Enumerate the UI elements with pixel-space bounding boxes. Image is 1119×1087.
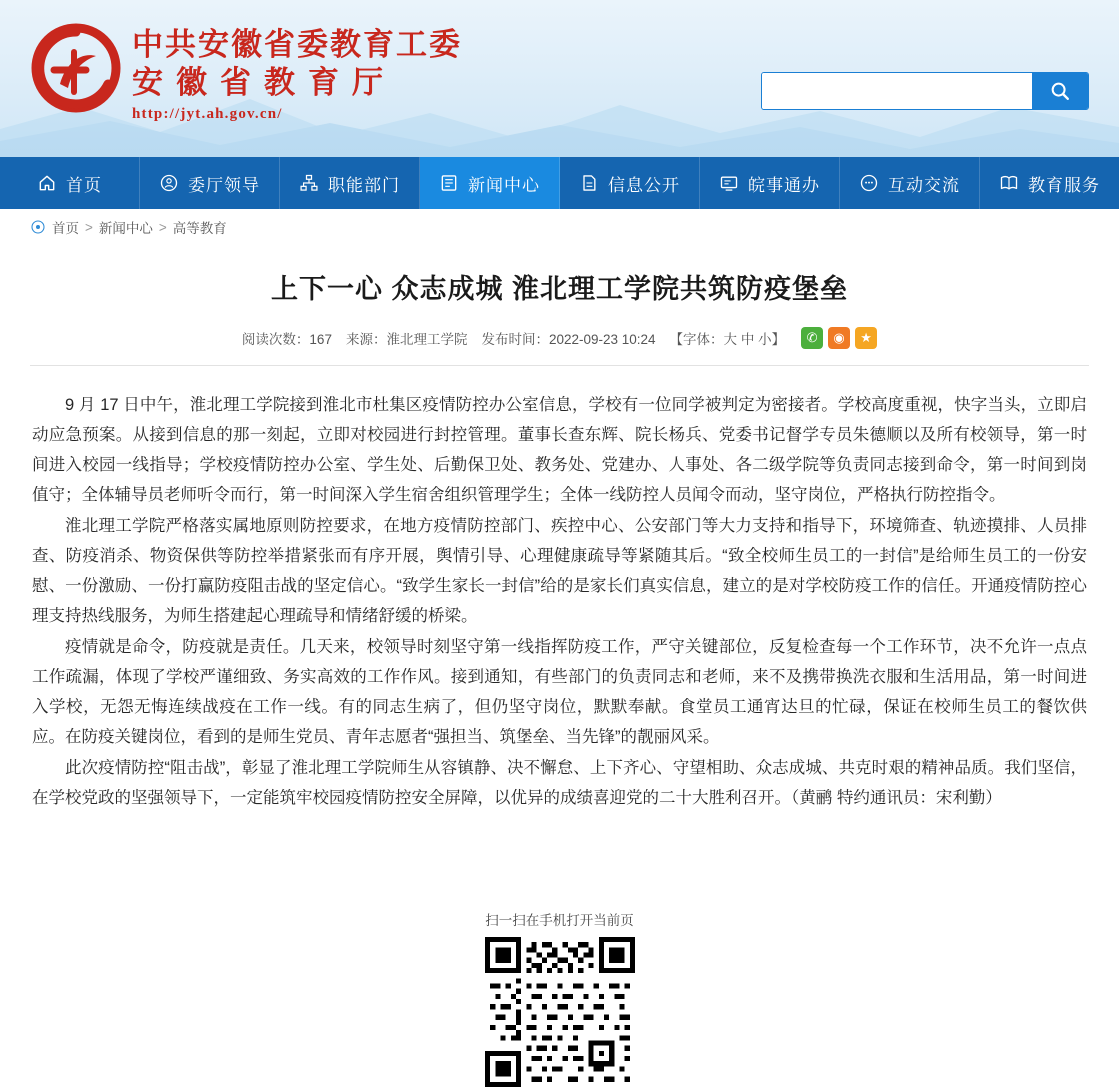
nav-item-home[interactable] [0, 157, 140, 209]
logo-title-line2: 安徽省教育厅 [132, 65, 396, 100]
nav-item-wanshitongban[interactable] [700, 157, 840, 209]
search-button[interactable] [1032, 73, 1088, 109]
font-size-close-bracket: 】 [771, 332, 786, 347]
font-size-large-button[interactable]: 大 [723, 332, 738, 347]
breadcrumb [0, 209, 1119, 245]
share-buttons [801, 327, 877, 349]
article-paragraph: 此次疫情防控“阻击战”，彰显了淮北理工学院师生从容镇静、决不懈怠、上下齐心、守望相助、众志成城、共克时艰的精神品质。我们坚信，在学校党政的坚强领导下，一定能筑牢校园疫情防控安全屏障，以优异的成绩喜迎党的二十大胜利召开。（黄鹂 特约通讯员：宋利勤） [32, 759, 1087, 807]
article-body [30, 366, 1089, 813]
article-paragraph: 淮北理工学院严格落实属地原则防控要求，在地方疫情防控部门、疾控中心、公安部门等大力支持和指导下，环境筛查、轨迹摸排、人员排查、防疫消杀、物资保供等防控举措紧张而有序开展，舆情引导、心理健康疏导等紧随其后。“致全校师生员工的一封信”是给师生员工的一份安慰、一份激励、一份打赢防疫阻击战的坚定信心。“致学生家长一封信”给的是家长们真实信息，建立的是对学校防疫工作的信任。开通疫情防控心理支持热线服务，为师生搭建起心理疏导和情绪舒缓的桥梁。 [32, 517, 1087, 625]
article-paragraph: 9 月 17 日中午，淮北理工学院接到淮北市杜集区疫情防控办公室信息，学校有一位同学被判定为密接者。学校高度重视，快字当头，立即启动应急预案。从接到信息的那一刻起，立即对校园进行封控管理。董事长查东辉、院长杨兵、党委书记督学专员朱德顺以及所有校领导，第一时间进入校园一线指导；学校疫情防控办公室、学生处、后勤保卫处、教务处、党建办、人事处、各二级学院等负责同志接到命令，第一时间到岗值守；全体辅导员老师听令而行，第一时间深入学生宿舍组织管理学生；全体一线防控人员闻令而动，坚守岗位，严格执行防控指令。 [32, 396, 1087, 504]
org-icon [299, 173, 319, 193]
nav-item-label: 信息公开 [608, 175, 680, 195]
qr-caption: 扫一扫在手机打开当前页 [485, 913, 634, 928]
search-icon [1049, 80, 1071, 102]
breadcrumb-item-higher-education[interactable]: 高等教育 [172, 221, 227, 236]
publish-time-value: 2022-09-23 10:24 [548, 332, 656, 347]
home-icon [37, 173, 57, 193]
nav-item-label: 互动交流 [888, 175, 960, 195]
article-source [346, 328, 468, 348]
breadcrumb-item-home[interactable]: 首页 [52, 221, 79, 236]
document-icon [579, 173, 599, 193]
search-input[interactable] [762, 73, 1032, 109]
location-pin-icon [30, 219, 46, 235]
book-icon [999, 173, 1019, 193]
breadcrumb-item-news-center[interactable]: 新闻中心 [98, 221, 153, 236]
nav-item-label: 委厅领导 [188, 175, 260, 195]
view-count [242, 328, 332, 348]
nav-item-label: 首页 [66, 175, 102, 195]
service-window-icon [719, 173, 739, 193]
nav-item-departments[interactable] [280, 157, 420, 209]
publish-time-label: 发布时间： [481, 332, 549, 347]
chat-icon [859, 173, 879, 193]
view-count-value: 167 [309, 332, 332, 347]
nav-item-label: 教育服务 [1028, 175, 1100, 195]
favorite-share-icon[interactable]: ★ [855, 327, 877, 349]
nav-item-information-disclosure[interactable] [560, 157, 700, 209]
font-size-small-button[interactable]: 小 [758, 332, 772, 347]
font-size-control [670, 328, 786, 348]
nav-item-news-center[interactable] [420, 157, 560, 209]
nav-item-label: 皖事通办 [748, 175, 820, 195]
font-size-label: 【字体： [669, 332, 724, 347]
news-icon [439, 173, 459, 193]
nav-item-education-services[interactable] [980, 157, 1119, 209]
ah-education-emblem-icon [30, 22, 122, 114]
nav-item-interaction[interactable] [840, 157, 980, 209]
site-header [0, 0, 1119, 157]
weibo-share-icon[interactable]: ◉ [828, 327, 850, 349]
view-count-label: 阅读次数： [241, 332, 310, 347]
wechat-share-icon[interactable]: ✆ [801, 327, 823, 349]
page-title: 上下一心 众志成城 淮北理工学院共筑防疫堡垒 [270, 274, 848, 304]
nav-item-label: 新闻中心 [468, 175, 540, 195]
qr-code-image [485, 937, 635, 1087]
article-meta [30, 327, 1089, 349]
qr-section [30, 909, 1089, 1087]
article-paragraph: 疫情就是命令，防疫就是责任。几天来，校领导时刻坚守第一线指挥防疫工作，严守关键部位，反复检查每一个工作环节，决不允许一点点工作疏漏，体现了学校严谨细致、务实高效的工作作风。接到通知，有些部门的负责同志和老师，来不及携带换洗衣服和生活用品，第一时间进入学校，无怨无悔连续战疫在工作一线。有的同志生病了，但仍坚守岗位，默默奉献。食堂员工通宵达旦的忙碌，保证在校师生员工的餐饮供应。在防疫关键岗位，看到的是师生党员、青年志愿者“强担当、筑堡垒、当先锋”的靓丽风采。 [32, 638, 1087, 746]
article [0, 269, 1119, 1087]
font-size-medium-button[interactable]: 中 [740, 332, 755, 347]
main-navigation [0, 157, 1119, 209]
logo-title-line1: 中共安徽省委教育工委 [132, 27, 462, 62]
logo-url: http://jyt.ah.gov.cn/ [132, 106, 283, 122]
site-logo[interactable] [30, 22, 462, 123]
site-search[interactable] [761, 72, 1089, 110]
breadcrumb-separator: > [158, 219, 167, 235]
publish-time [481, 328, 655, 348]
breadcrumb-separator: > [85, 219, 93, 235]
article-source-value: 淮北理工学院 [386, 332, 468, 347]
nav-item-leaders[interactable] [140, 157, 280, 209]
nav-item-label: 职能部门 [328, 175, 400, 195]
article-source-label: 来源： [345, 332, 387, 347]
leader-icon [159, 173, 179, 193]
